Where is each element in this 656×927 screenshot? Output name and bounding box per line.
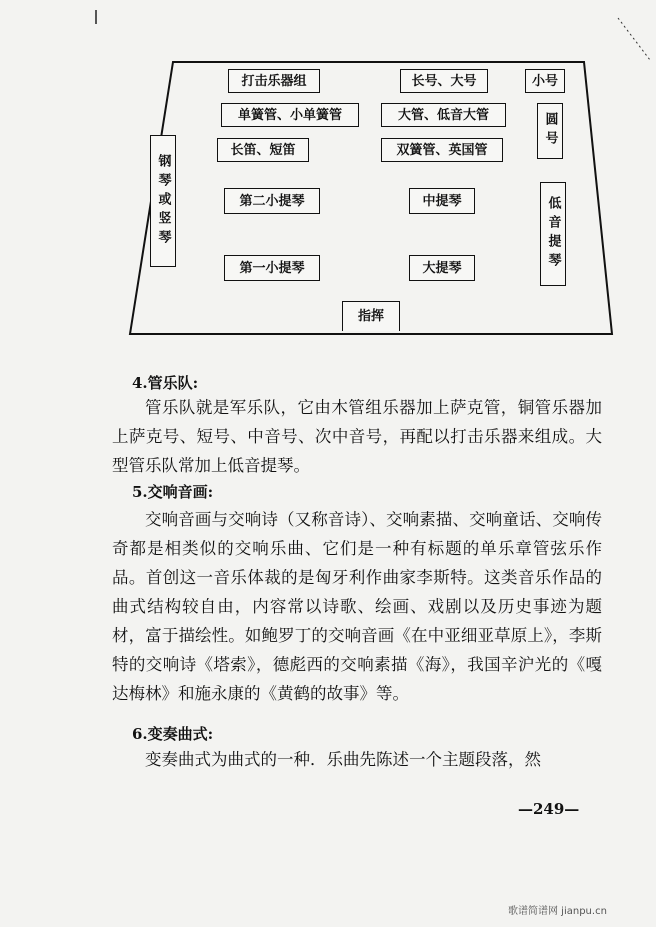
- box-trumpet-trombone: 长号、大号: [400, 69, 488, 93]
- section-body-5: [112, 505, 602, 708]
- section-body-4: [112, 393, 602, 480]
- section-heading-5: 5.交响音画:: [132, 483, 214, 501]
- page-number: —249—: [518, 800, 580, 818]
- box-double-bass: 低音提琴: [540, 182, 566, 286]
- box-clarinet: 单簧管、小单簧管: [221, 103, 359, 127]
- box-viola: 中提琴: [409, 188, 475, 214]
- box-bassoon-contrabassoon: 大管、低音大管: [381, 103, 506, 127]
- box-horn: 圆号: [537, 103, 563, 159]
- box-percussion: 打击乐器组: [228, 69, 320, 93]
- orchestra-seating-diagram: [128, 60, 614, 335]
- box-flute-piccolo: 长笛、短笛: [217, 138, 309, 162]
- box-small-trumpet: 小号: [525, 69, 565, 93]
- box-oboe-english-horn: 双簧管、英国管: [381, 138, 503, 162]
- paragraph: 管乐队就是军乐队，它由木管组乐器加上萨克管，铜管乐器加上萨克号、短号、中音号、次中音号，再配以打击乐器来组成。大型管乐队常加上低音提琴。: [112, 398, 602, 475]
- box-conductor: 指挥: [342, 301, 400, 331]
- section-heading-4: 4.管乐队:: [132, 374, 199, 392]
- site-watermark: 歌谱简谱网 jianpu.cn: [508, 906, 607, 917]
- paragraph: 变奏曲式为曲式的一种．乐曲先陈述一个主题段落，然: [145, 750, 541, 769]
- scan-mark: [0, 0, 656, 60]
- box-first-violin: 第一小提琴: [224, 255, 320, 281]
- section-body-6: [112, 745, 602, 774]
- section-heading-6: 6.变奏曲式:: [132, 725, 214, 743]
- box-piano-harp: 钢琴或竖琴: [150, 135, 176, 267]
- box-second-violin: 第二小提琴: [224, 188, 320, 214]
- paragraph: 交响音画与交响诗（又称音诗）、交响素描、交响童话、交响传奇都是相类似的交响乐曲、它们是一种有标题的单乐章管弦乐作品。首创这一音乐体裁的是匈牙利作曲家李斯特。这类音乐作品的曲式结构较自由，内容常以诗歌、绘画、戏剧以及历史事迹为题材，富于描绘性。如鲍罗丁的交响音画《在中亚细亚草原上》，李斯特的交响诗《塔索》，德彪西的交响素描《海》，我国辛沪光的《嘎达梅林》和施永康的《黄鹤的故事》等。: [112, 510, 602, 703]
- box-cello: 大提琴: [409, 255, 475, 281]
